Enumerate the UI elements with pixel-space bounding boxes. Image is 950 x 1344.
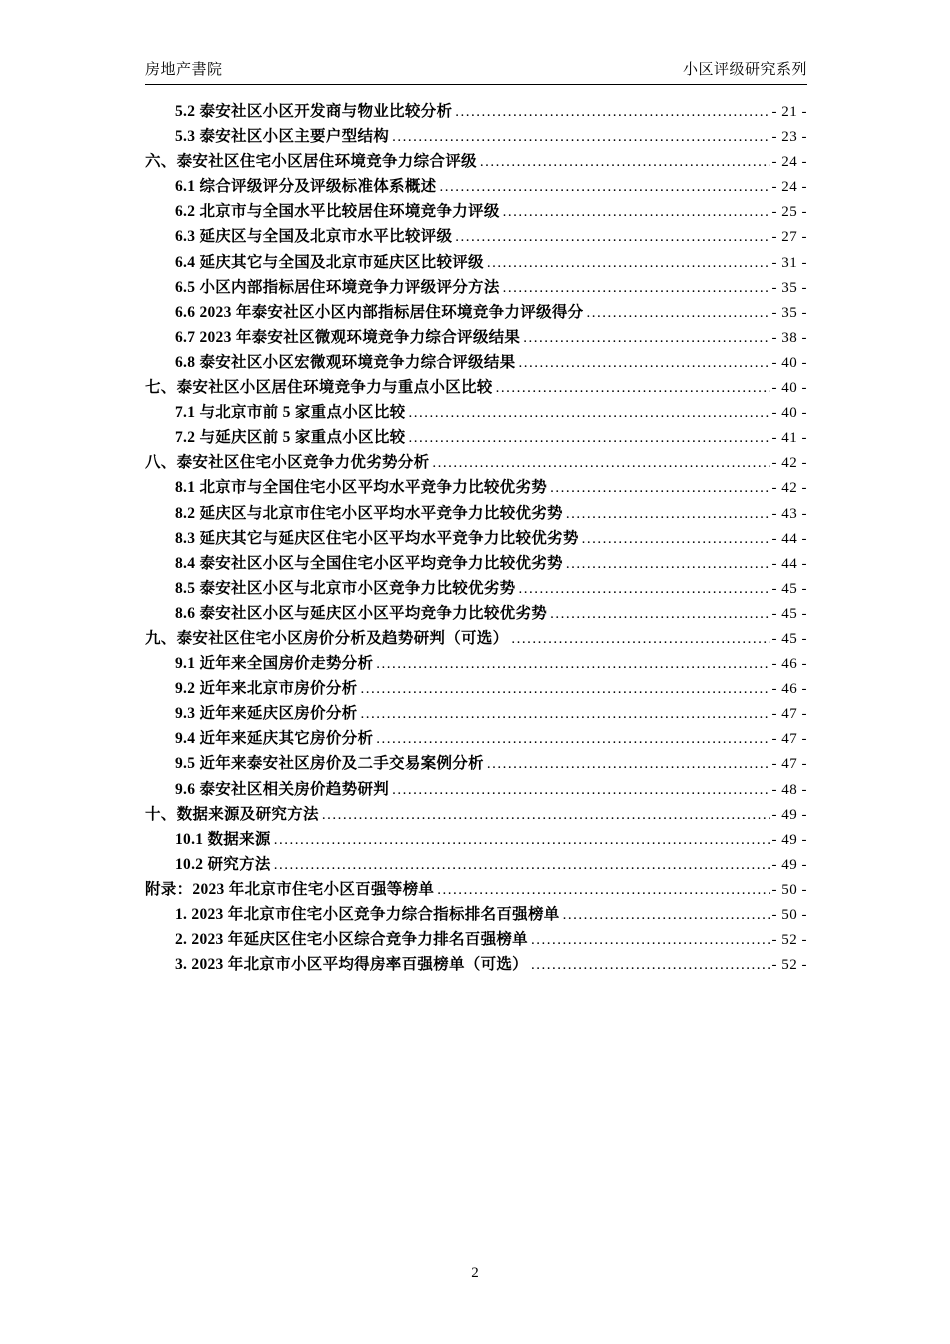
dot-leader: [503, 200, 770, 225]
dot-leader: [322, 803, 770, 828]
dot-leader: [392, 125, 769, 150]
toc-entry[interactable]: [145, 526, 807, 551]
toc-entry[interactable]: [145, 877, 807, 902]
toc-page-number: - 43 -: [771, 505, 807, 522]
toc-entry[interactable]: [145, 827, 807, 852]
toc-entry[interactable]: [145, 300, 807, 325]
toc-page-number: - 44 -: [771, 530, 807, 547]
toc-entry[interactable]: [145, 626, 807, 651]
toc-entry-title: 8.1 北京市与全国住宅小区平均水平竞争力比较优劣势: [175, 479, 548, 497]
dot-leader: [518, 351, 769, 376]
toc-entry-title: 6.4 延庆其它与全国及北京市延庆区比较评级: [175, 253, 484, 271]
toc-entry[interactable]: [145, 375, 807, 400]
toc-entry-title: 6.3 延庆区与全国及北京市水平比较评级: [175, 228, 453, 246]
toc-page-number: - 27 -: [771, 229, 807, 246]
toc-page-number: - 24 -: [771, 154, 807, 171]
toc-entry-title: 3. 2023 年北京市小区平均得房率百强榜单（可选）: [175, 956, 528, 974]
toc-entry[interactable]: [145, 501, 807, 526]
toc-entry-title: 9.5 近年来泰安社区房价及二手交易案例分析: [175, 755, 484, 773]
toc-entry-title: 5.2 泰安社区小区开发商与物业比较分析: [175, 103, 453, 120]
dot-leader: [563, 903, 770, 928]
toc-entry-title: 8.5 泰安社区小区与北京市小区竞争力比较优劣势: [175, 579, 516, 597]
toc-entry[interactable]: [145, 802, 807, 827]
dot-leader: [437, 878, 769, 903]
dot-leader: [392, 778, 769, 803]
toc-page-number: - 21 -: [771, 104, 807, 120]
toc-entry-title: 7.2 与延庆区前 5 家重点小区比较: [175, 429, 406, 447]
toc-entry[interactable]: [145, 174, 807, 199]
toc-entry-title: 8.3 延庆其它与延庆区住宅小区平均水平竞争力比较优劣势: [175, 529, 579, 547]
page-footer: [0, 1265, 950, 1282]
toc-page-number: - 46 -: [771, 656, 807, 673]
toc-entry-title: 9.1 近年来全国房价走势分析: [175, 655, 374, 673]
toc-page-number: - 40 -: [771, 354, 807, 371]
toc-entry[interactable]: [145, 927, 807, 952]
toc-entry[interactable]: [145, 852, 807, 877]
dot-leader: [360, 677, 769, 702]
toc-entry-title: 8.2 延庆区与北京市住宅小区平均水平竞争力比较优劣势: [175, 504, 563, 522]
dot-leader: [455, 100, 769, 125]
page-header: [145, 58, 807, 85]
dot-leader: [376, 727, 769, 752]
toc-entry-title: 9.3 近年来延庆区房价分析: [175, 705, 358, 723]
toc-entry[interactable]: [145, 726, 807, 751]
toc-page-number: - 42 -: [771, 480, 807, 497]
toc-entry-title: 6.8 泰安社区小区宏微观环境竞争力综合评级结果: [175, 353, 516, 371]
toc-page-number: - 40 -: [771, 405, 807, 422]
toc-page-number: - 50 -: [771, 881, 807, 898]
toc-entry[interactable]: [145, 601, 807, 626]
toc-entry-title: 9.6 泰安社区相关房价趋势研判: [175, 780, 390, 798]
dot-leader: [511, 627, 769, 652]
dot-leader: [550, 602, 769, 627]
toc-entry[interactable]: [145, 224, 807, 249]
toc-list: [145, 99, 807, 977]
toc-entry-title: 六、泰安社区住宅小区居住环境竞争力综合评级: [145, 153, 477, 171]
toc-page-number: - 45 -: [771, 630, 807, 647]
toc-page-number: - 47 -: [771, 756, 807, 773]
toc-entry[interactable]: [145, 651, 807, 676]
toc-entry[interactable]: [145, 777, 807, 802]
dot-leader: [274, 853, 770, 878]
dot-leader: [582, 527, 770, 552]
header-right-title: 小区评级研究系列: [682, 62, 807, 78]
dot-leader: [376, 652, 769, 677]
toc-entry-title: 8.6 泰安社区小区与延庆区小区平均竞争力比较优劣势: [175, 604, 548, 622]
toc-entry-title: 6.5 小区内部指标居住环境竞争力评级评分方法: [175, 278, 500, 296]
toc-entry-title: 附录：2023 年北京市住宅小区百强等榜单: [145, 880, 435, 898]
dot-leader: [274, 828, 770, 853]
dot-leader: [531, 928, 770, 953]
page-number: 2: [471, 1265, 479, 1281]
toc-entry-title: 八、泰安社区住宅小区竞争力优劣势分析: [145, 454, 430, 472]
toc-page-number: - 41 -: [771, 430, 807, 447]
toc-entry-title: 9.2 近年来北京市房价分析: [175, 680, 358, 698]
toc-page-number: - 52 -: [771, 957, 807, 974]
toc-entry-title: 6.2 北京市与全国水平比较居住环境竞争力评级: [175, 203, 500, 221]
dot-leader: [487, 251, 770, 276]
toc-page-number: - 49 -: [771, 856, 807, 873]
dot-leader: [586, 301, 769, 326]
toc-entry[interactable]: [145, 701, 807, 726]
dot-leader: [408, 426, 769, 451]
toc-entry-title: 九、泰安社区住宅小区房价分析及趋势研判（可选）: [145, 629, 509, 647]
dot-leader: [432, 451, 769, 476]
toc-entry-title: 1. 2023 年北京市住宅小区竞争力综合指标排名百强榜单: [175, 906, 560, 923]
toc-entry[interactable]: [145, 551, 807, 576]
toc-page-number: - 31 -: [771, 254, 807, 271]
toc-page-number: - 45 -: [771, 580, 807, 597]
toc-entry-title: 6.1 综合评级评分及评级标准体系概述: [175, 178, 437, 196]
toc-entry[interactable]: [145, 676, 807, 701]
toc-entry[interactable]: [145, 99, 807, 124]
dot-leader: [566, 502, 770, 527]
toc-page-number: - 40 -: [771, 380, 807, 397]
toc-page-number: - 48 -: [771, 781, 807, 798]
dot-leader: [455, 225, 769, 250]
dot-leader: [518, 577, 769, 602]
toc-page-number: - 49 -: [771, 806, 807, 823]
toc-entry[interactable]: [145, 325, 807, 350]
toc-entry-title: 10.1 数据来源: [175, 830, 271, 848]
toc-entry[interactable]: [145, 902, 807, 927]
toc-entry-title: 6.7 2023 年泰安社区微观环境竞争力综合评级结果: [175, 328, 521, 346]
toc-entry[interactable]: [145, 425, 807, 450]
toc-entry-title: 5.3 泰安社区小区主要户型结构: [175, 128, 390, 146]
toc-page-number: - 45 -: [771, 605, 807, 622]
toc-entry[interactable]: [145, 250, 807, 275]
dot-leader: [487, 752, 770, 777]
toc-page-number: - 47 -: [771, 731, 807, 748]
dot-leader: [439, 175, 769, 200]
dot-leader: [360, 702, 769, 727]
dot-leader: [550, 476, 769, 501]
toc-page-number: - 24 -: [771, 179, 807, 196]
toc-entry[interactable]: [145, 576, 807, 601]
dot-leader: [408, 401, 769, 426]
toc-page-number: - 42 -: [771, 455, 807, 472]
toc-entry-title: 七、泰安社区小区居住环境竞争力与重点小区比较: [145, 379, 493, 397]
toc-entry-title: 十、数据来源及研究方法: [145, 805, 319, 823]
toc-entry[interactable]: [145, 275, 807, 300]
toc-entry[interactable]: [145, 450, 807, 475]
toc-entry-title: 2. 2023 年延庆区住宅小区综合竞争力排名百强榜单: [175, 931, 528, 949]
toc-entry[interactable]: [145, 149, 807, 174]
header-left-title: 房地产書院: [145, 62, 223, 78]
toc-entry-title: 10.2 研究方法: [175, 855, 271, 873]
toc-page-number: - 23 -: [771, 129, 807, 146]
toc-page-number: - 46 -: [771, 681, 807, 698]
toc-page-number: - 25 -: [771, 204, 807, 221]
toc-page-number: - 50 -: [771, 907, 807, 923]
toc-page-number: - 49 -: [771, 831, 807, 848]
toc-entry[interactable]: [145, 350, 807, 375]
toc-page-number: - 38 -: [771, 329, 807, 346]
toc-page-number: - 52 -: [771, 932, 807, 949]
toc-page-number: - 44 -: [771, 555, 807, 572]
toc-entry[interactable]: [145, 124, 807, 149]
toc-page-number: - 35 -: [771, 279, 807, 296]
toc-entry-title: 6.6 2023 年泰安社区小区内部指标居住环境竞争力评级得分: [175, 303, 584, 321]
dot-leader: [496, 376, 770, 401]
dot-leader: [566, 552, 770, 577]
dot-leader: [531, 953, 770, 978]
dot-leader: [523, 326, 769, 351]
toc-entry-title: 7.1 与北京市前 5 家重点小区比较: [175, 404, 406, 422]
toc-entry-title: 9.4 近年来延庆其它房价分析: [175, 730, 374, 748]
toc-page-number: - 47 -: [771, 706, 807, 723]
toc-entry[interactable]: [145, 475, 807, 500]
toc-entry[interactable]: [145, 751, 807, 776]
toc-entry[interactable]: [145, 400, 807, 425]
dot-leader: [503, 276, 770, 301]
toc-entry[interactable]: [145, 952, 807, 977]
toc-page-number: - 35 -: [771, 304, 807, 321]
dot-leader: [480, 150, 770, 175]
toc-entry[interactable]: [145, 199, 807, 224]
toc-entry-title: 8.4 泰安社区小区与全国住宅小区平均竞争力比较优劣势: [175, 554, 563, 572]
